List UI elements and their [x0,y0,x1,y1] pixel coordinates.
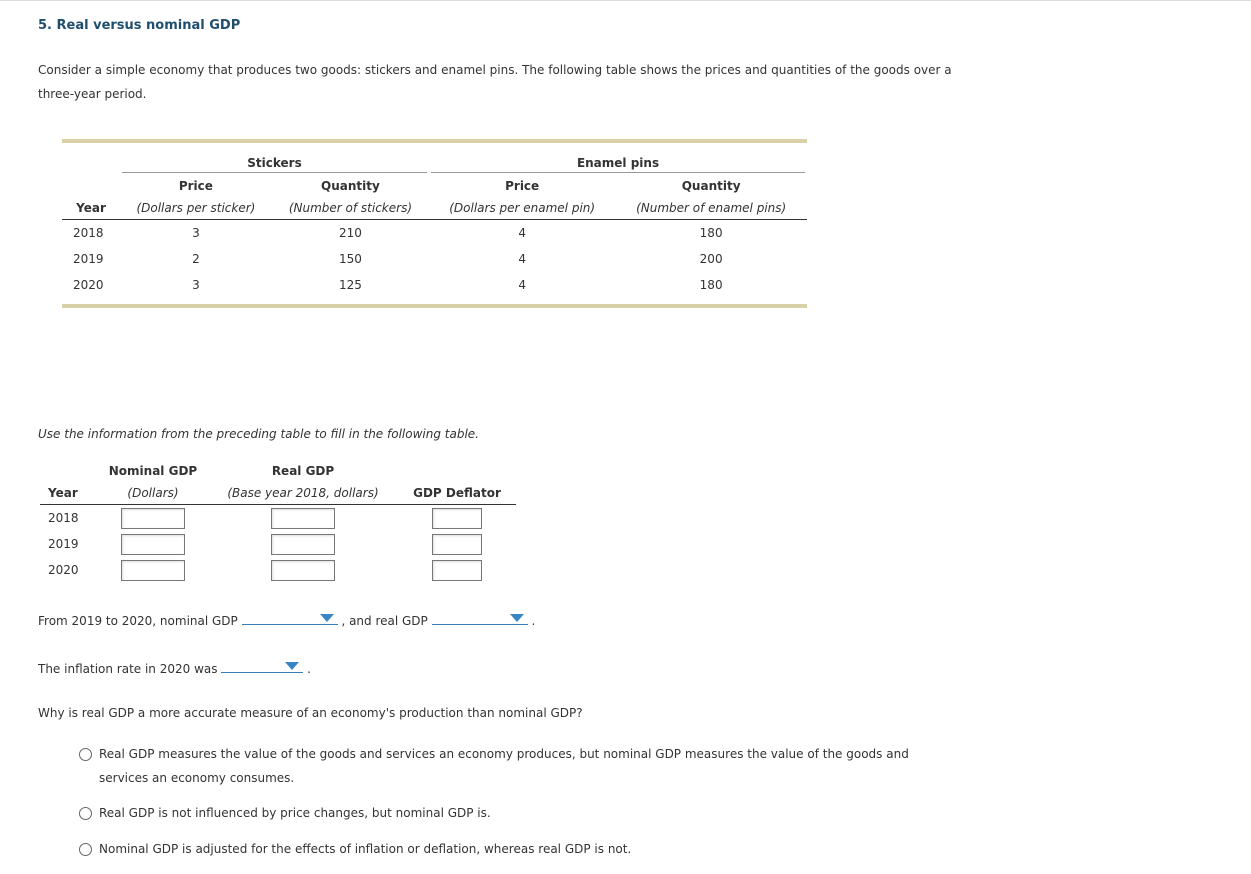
group-enamel-pins: Enamel pins [431,156,805,173]
unit-sticker-price: (Dollars per sticker) [120,197,272,220]
col-pin-price: Price [505,179,540,193]
prices-quantities-table [62,139,807,308]
table-row: 2019 2 150 4 200 [73,252,723,266]
inflation-question: The inflation rate in 2020 was . [38,658,311,676]
real-gdp-change-dropdown[interactable] [432,610,528,625]
nominal-real-question: From 2019 to 2020, nominal GDP , and real GDP . [38,610,535,628]
unit-pin-price: (Dollars per enamel pin) [429,197,615,220]
caret-down-icon [320,614,334,622]
gdp-fill-table [40,460,516,583]
nominal-gdp-2018-input[interactable] [121,508,185,529]
col-real-gdp: Real GDP [271,464,335,478]
real-gdp-2020-input[interactable] [271,560,335,581]
group-stickers: Stickers [122,156,427,173]
real-gdp-2019-input[interactable] [271,534,335,555]
unit-sticker-quantity: (Number of stickers) [272,197,429,220]
table-row: 2020 [40,557,516,583]
gdp-deflator-2019-input[interactable] [432,534,482,555]
nominal-gdp-2019-input[interactable] [121,534,185,555]
col-year-2: Year [48,486,78,500]
col-year: Year [62,197,120,220]
question-title: 5. Real versus nominal GDP [38,18,241,33]
radio-button-icon[interactable] [79,807,92,820]
accuracy-question: Why is real GDP a more accurate measure of an economy's production than nominal GDP? [38,706,583,720]
top-divider [0,0,1251,1]
col-sticker-price: Price [178,179,213,193]
unit-nominal-gdp: (Dollars) [127,486,179,500]
radio-button-icon[interactable] [79,843,92,856]
col-sticker-quantity: Quantity [321,179,380,193]
caret-down-icon [510,614,524,622]
col-nominal-gdp: Nominal GDP [108,464,198,478]
gdp-deflator-2020-input[interactable] [432,560,482,581]
col-pin-quantity: Quantity [681,179,741,193]
gdp-deflator-2018-input[interactable] [432,508,482,529]
question-intro: Consider a simple economy that produces two goods: stickers and enamel pins. The following table shows the prices and quantities of the goods over a three-year period. [38,63,952,101]
unit-pin-quantity: (Number of enamel pins) [615,197,807,220]
caret-down-icon [285,662,299,670]
col-gdp-deflator: GDP Deflator [413,486,501,500]
table-row: 2018 [40,505,516,532]
nominal-gdp-change-dropdown[interactable] [242,610,338,625]
radio-button-icon[interactable] [79,748,92,761]
instruction-text: Use the information from the preceding table to fill in the following table. [38,427,479,441]
table-row: 2019 [40,531,516,557]
nominal-gdp-2020-input[interactable] [121,560,185,581]
table-row: 2020 3 125 4 180 [73,278,723,292]
table-row: 2018 3 210 4 180 [73,226,723,240]
unit-real-gdp: (Base year 2018, dollars) [227,486,379,500]
real-gdp-2018-input[interactable] [271,508,335,529]
inflation-rate-dropdown[interactable] [221,658,303,673]
